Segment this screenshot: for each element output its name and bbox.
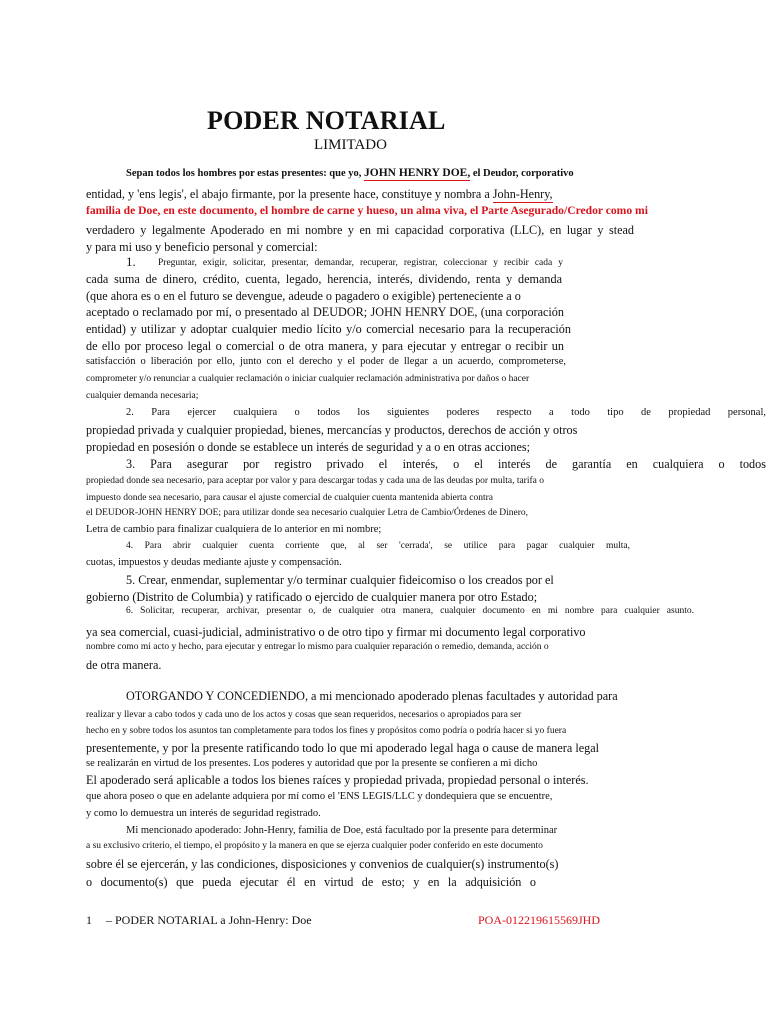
body-line-42: o documento(s) que pueda ejecutar él en virtud de esto; y en la adquisición o	[86, 875, 536, 889]
body-line-26: gobierno (Distrito de Columbia) y ratificado o ejercido de cualquier manera por otro Estado;	[86, 590, 538, 604]
body-line-37: que ahora poseo o que en adelante adquiera por mí como el 'ENS LEGIS/LLC y dondequiera que se encuentre,	[86, 791, 553, 802]
body-line-5: y para mi uso y beneficio personal y comercial:	[86, 240, 318, 254]
body-line-8: (que ahora es o en el futuro se devengue, adeude o pagadero o exigible) perteneciente a o	[86, 289, 521, 303]
body-line-19: propiedad donde sea necesario, para aceptar por valor y para descargar todas y cada una de las deudas por multa, tarifa o	[86, 476, 544, 486]
body-line-12: satisfacción o liberación por ello, junto con el derecho y el poder de llegar a un acuerdo, comprometerse,	[86, 356, 566, 367]
intro-line	[126, 168, 574, 180]
intro-rest: el Deudor, corporativo	[470, 168, 574, 179]
intro-lead: Sepan todos los hombres por estas presentes: que yo,	[126, 168, 365, 179]
body-line-32: realizar y llevar a cabo todos y cada uno de los actos y cosas que sean requeridos, necesarios o apropiados para ser	[86, 710, 522, 720]
body-line-6: Preguntar, exigir, solicitar, presentar, demandar, recuperar, registrar, coleccionar y recibir cada y	[158, 258, 563, 268]
body-line-11: de ello por proceso legal o comercial o de otra manera, y para ejecutar y entregar o recibir un	[86, 339, 564, 353]
body-line-34: presentemente, y por la presente ratificando todo lo que mi apoderado legal haga o cause de manera legal	[86, 741, 600, 755]
body-line-15: 2. Para ejercer cualquiera o todos los siguientes poderes respecto a todo tipo de propiedad personal,	[126, 407, 766, 418]
document-subtitle: LIMITADO	[314, 137, 387, 153]
footer-title: – PODER NOTARIAL a John-Henry: Doe	[106, 913, 312, 927]
body-line-30: de otra manera.	[86, 658, 162, 672]
body-line-7: cada suma de dinero, crédito, cuenta, legado, herencia, interés, dividendo, renta y demanda	[86, 272, 562, 286]
document-title: PODER NOTARIAL	[207, 106, 446, 135]
body-line-33: hecho en y sobre todos los asuntos tan completamente para todos los fines y propósitos como podría o podría hacer si yo fuera	[86, 726, 567, 736]
body-line-27: 6. Solicitar, recuperar, archivar, presentar o, de cualquier otra manera, cualquier documento en mi nombre para cualquier asunto.	[126, 606, 694, 616]
body-line-3: familia de Doe, en este documento, el hombre de carne y hueso, un alma viva, el Parte Asegurado/Credor como mi	[86, 204, 648, 217]
body-line-20: impuesto donde sea necesario, para causar el ajuste comercial de cualquier cuenta mantenida abierta contra	[86, 493, 493, 503]
body-line-14: cualquier demanda necesaria;	[86, 391, 199, 401]
item-1-number: 1.	[126, 254, 136, 269]
body-line-24: cuotas, impuestos y deudas mediante ajuste y compensación.	[86, 557, 342, 568]
footer-reference: POA-012219615569JHD	[478, 913, 601, 927]
body-line-41: sobre él se ejercerán, y las condiciones, disposiciones y convenios de cualquier(s) instrumento(s)	[86, 857, 559, 871]
body-line-28: ya sea comercial, cuasi-judicial, administrativo o de otro tipo y firmar mi documento legal corporativo	[86, 625, 586, 639]
footer-page-number: 1	[86, 913, 92, 927]
body-line-31: OTORGANDO Y CONCEDIENDO, a mi mencionado apoderado plenas facultades y autoridad para	[126, 689, 618, 703]
body-line-36: El apoderado será aplicable a todos los bienes raíces y propiedad privada, propiedad personal o interés.	[86, 773, 589, 787]
body-line-40: a su exclusivo criterio, el tiempo, el propósito y la manera en que se ejerza cualquier poder conferido en este documento	[86, 841, 543, 851]
attorney-name: John-Henry,	[492, 187, 553, 201]
intro-name: JOHN HENRY DOE,	[364, 167, 471, 179]
body-line-2	[86, 188, 553, 200]
body-line-29: nombre como mi acto y hecho, para ejecutar y entregar lo mismo para cualquier reparación o remedio, demanda, acción o	[86, 642, 549, 652]
body-line-35: se realizarán en virtud de los presentes. Los poderes y autoridad que por la presente se confieren a mi dicho	[86, 758, 538, 769]
body-line-10: entidad) y utilizar y adoptar cualquier medio lícito y/o comercial necesario para la recuperación	[86, 322, 571, 336]
body-line-22: Letra de cambio para finalizar cualquiera de lo anterior en mi nombre;	[86, 524, 382, 535]
body-line-16: propiedad privada y cualquier propiedad, bienes, mercancías y productos, derechos de acción y otros	[86, 423, 578, 437]
body-line-18: 3. Para asegurar por registro privado el interés, o el interés de garantía en cualquiera o todos	[126, 457, 766, 471]
body-line-2a: entidad, y 'ens legis', el abajo firmante, por la presente hace, constituye y nombra a	[86, 187, 493, 201]
body-line-13: comprometer y/o renunciar a cualquier reclamación o iniciar cualquier reclamación administrativa por daños o hacer	[86, 374, 530, 384]
body-line-39: Mi mencionado apoderado: John-Henry, familia de Doe, está facultado por la presente para determinar	[126, 825, 558, 836]
body-line-9: aceptado o reclamado por mí, o presentado al DEUDOR; JOHN HENRY DOE, (una corporación	[86, 305, 564, 319]
body-line-23: 4. Para abrir cualquier cuenta corriente que, al ser 'cerrada', se utilice para pagar cualquier multa,	[126, 541, 630, 551]
body-line-25: 5. Crear, enmendar, suplementar y/o terminar cualquier fideicomiso o los creados por el	[126, 573, 554, 587]
body-line-4: verdadero y legalmente Apoderado en mi nombre y en mi capacidad corporativa (LLC), en lugar y stead	[86, 223, 634, 237]
body-line-21: el DEUDOR-JOHN HENRY DOE; para utilizar donde sea necesario cualquier Letra de Cambio/Órdenes de Dinero,	[86, 508, 529, 518]
body-line-38: y como lo demuestra un interés de seguridad registrado.	[86, 808, 321, 819]
body-line-17: propiedad en posesión o donde se establece un interés de seguridad y a o en otras acciones;	[86, 440, 531, 454]
